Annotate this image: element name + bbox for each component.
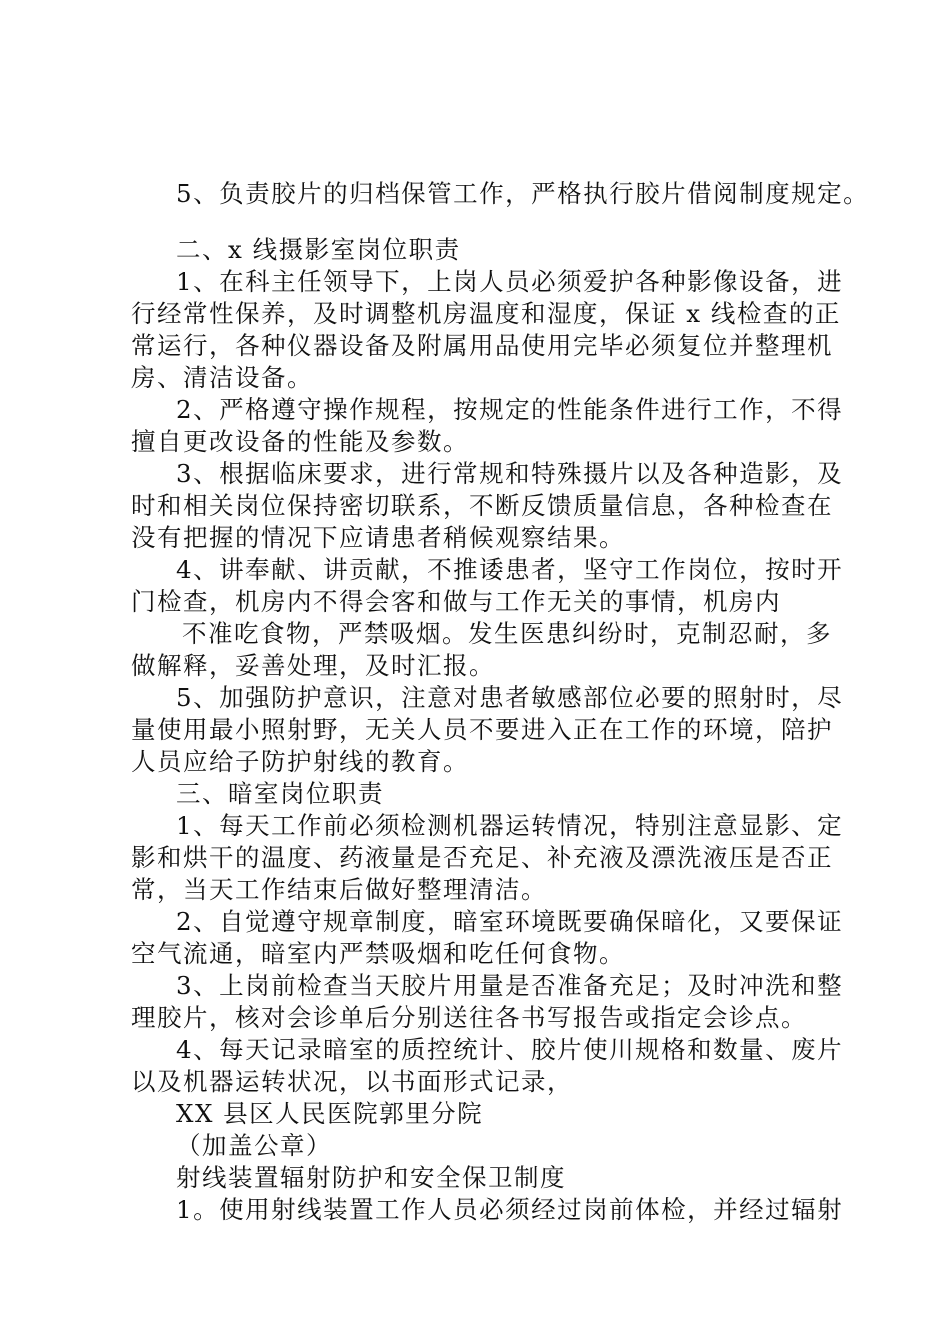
text-line: 2、严格遵守操作规程，按规定的性能条件进行工作，不得 [176, 395, 844, 424]
text-line: 人员应给子防护射线的教育。 [131, 747, 469, 776]
text-line: 2、自觉遵守规章制度，暗室环境既要确保暗化，又要保证 [176, 907, 844, 936]
text-line: 常运行，各种仪器设备及附属用品使用完毕必须复位并整理机 [131, 331, 833, 360]
text-line: 时和相关岗位保持密切联系，不断反馈质量信息，各种检查在 [131, 491, 833, 520]
text-line: 量使用最小照射野，无关人员不要进入正在工作的环境，陪护 [131, 715, 833, 744]
document-title: 射线装置辐射防护和安全保卫制度 [176, 1163, 566, 1192]
text-line: 5、加强防护意识，注意对患者敏感部位必要的照射时，尽 [176, 683, 844, 712]
text-line: 不准吃食物，严禁吸烟。发生医患纠纷时，克制忍耐，多 [182, 619, 832, 648]
text-line: 3、上岗前检查当天胶片用量是否准备充足；及时冲洗和整 [176, 971, 844, 1000]
text-line: 擅自更改设备的性能及参数。 [131, 427, 469, 456]
text-line: 1、每天工作前必须检测机器运转情况，特别注意显影、定 [176, 811, 844, 840]
text-line: 3、根据临床要求，进行常规和特殊摄片以及各种造影，及 [176, 459, 844, 488]
text-line: 没有把握的情况下应请患者稍候观察结果。 [131, 523, 625, 552]
text-line: 影和烘干的温度、药液量是否充足、补充液及漂洗液压是否正 [131, 843, 833, 872]
text-line: 门检查，机房内不得会客和做与工作无关的事情，机房内 [131, 587, 781, 616]
text-line: 常，当天工作结束后做好整理清洁。 [131, 875, 547, 904]
text-line: 1。使用射线装置工作人员必须经过岗前体检，并经过辐射 [176, 1195, 844, 1224]
text-line: 行经常性保养，及时调整机房温度和湿度，保证 x 线检查的正 [131, 299, 841, 328]
text-line: 房、清洁设备。 [131, 363, 313, 392]
seal-note: （加盖公章） [176, 1131, 332, 1160]
text-line: 4、讲奉献、讲贡献，不推诿患者，坚守工作岗位，按时开 [176, 555, 844, 584]
text-line: 4、每天记录暗室的质控统计、胶片使川规格和数量、废片 [176, 1035, 844, 1064]
section-heading: 二、x 线摄影室岗位职责 [176, 235, 461, 264]
text-line: 以及机器运转状况，以书面形式记录， [131, 1067, 573, 1096]
text-line: 做解释，妥善处理，及时汇报。 [131, 651, 495, 680]
text-line: 1、在科主任领导下，上岗人员必须爱护各种影像设备，进 [176, 267, 844, 296]
text-line: 空气流通，暗室内严禁吸烟和吃任何食物。 [131, 939, 625, 968]
text-line: 5、负责胶片的归档保管工作，严格执行胶片借阅制度规定。 [176, 179, 870, 208]
section-heading: 三、暗室岗位职责 [176, 779, 384, 808]
text-line: 理胶片，核对会诊单后分别送往各书写报告或指定会诊点。 [131, 1003, 807, 1032]
hospital-name: XX 县区人民医院郭里分院 [176, 1099, 484, 1128]
